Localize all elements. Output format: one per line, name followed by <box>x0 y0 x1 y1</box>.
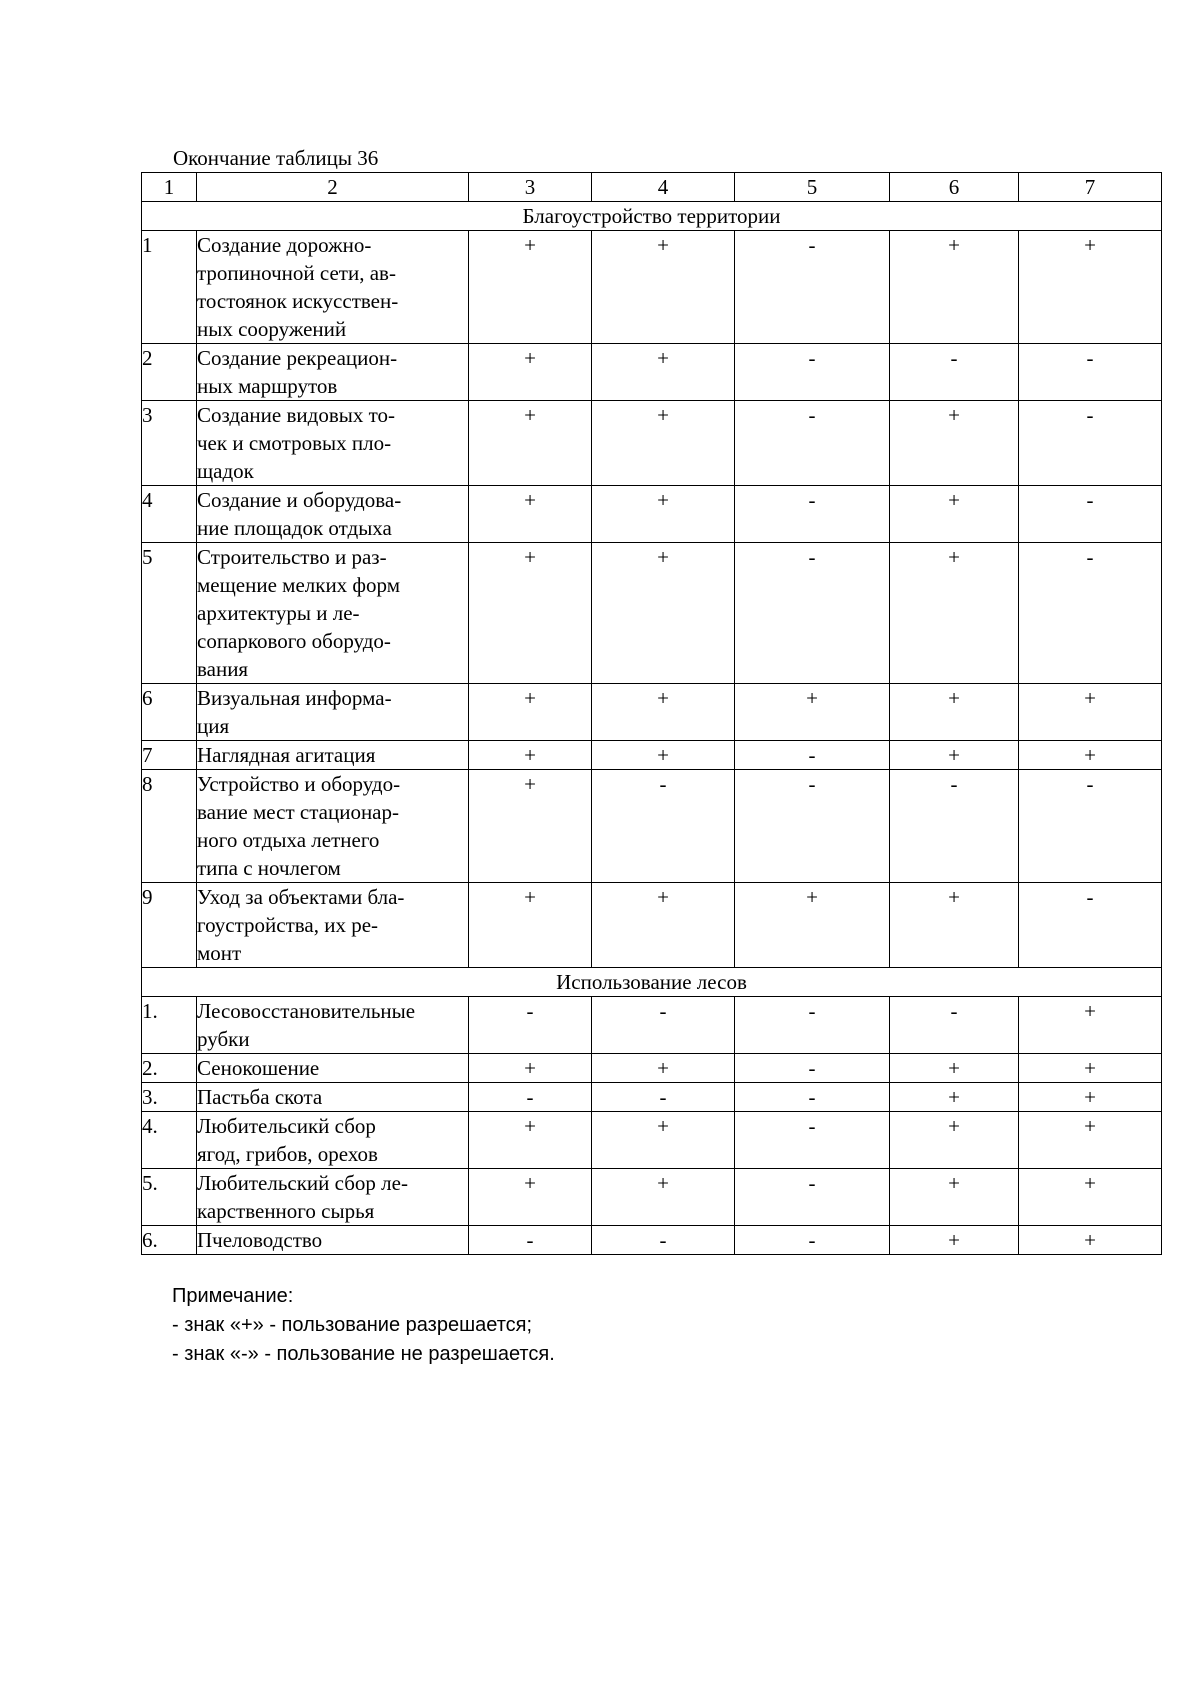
row-number: 7 <box>142 741 197 770</box>
permission-mark: + <box>469 1169 592 1226</box>
activity-name-line: рубки <box>197 1027 250 1051</box>
row-number: 3. <box>142 1083 197 1112</box>
permission-mark: - <box>469 997 592 1054</box>
activity-name-line: ного отдыха летнего <box>197 828 380 852</box>
activity-name <box>197 1112 469 1169</box>
permission-mark: - <box>890 344 1019 401</box>
permission-mark: + <box>890 1083 1019 1112</box>
activity-name-line: гоустройства, их ре- <box>197 913 379 937</box>
permission-mark: + <box>592 1169 735 1226</box>
activity-name <box>197 543 469 684</box>
permission-mark: + <box>592 231 735 344</box>
permission-mark: + <box>592 883 735 968</box>
permission-mark: + <box>890 401 1019 486</box>
permission-mark: + <box>890 1112 1019 1169</box>
activity-name <box>197 1054 469 1083</box>
column-header: 5 <box>735 173 890 202</box>
row-number: 2 <box>142 344 197 401</box>
column-header: 4 <box>592 173 735 202</box>
permission-mark: + <box>890 741 1019 770</box>
permission-mark: - <box>735 770 890 883</box>
activity-name-line: Любительский сбор ле- <box>197 1171 408 1195</box>
activity-name-line: ние площадок отдыха <box>197 516 392 540</box>
permission-mark: - <box>735 486 890 543</box>
row-number: 1. <box>142 997 197 1054</box>
row-number: 2. <box>142 1054 197 1083</box>
permission-mark: - <box>1019 543 1162 684</box>
permission-mark: - <box>469 1083 592 1112</box>
permission-mark: - <box>735 741 890 770</box>
activity-name-line: тостоянок искусствен- <box>197 289 399 313</box>
permission-mark: - <box>735 401 890 486</box>
permission-mark: + <box>469 1112 592 1169</box>
activity-name <box>197 231 469 344</box>
permission-mark: - <box>1019 770 1162 883</box>
section-row <box>142 202 1162 231</box>
activity-name-line: ных сооружений <box>197 317 347 341</box>
activity-name-line: Пастьба скота <box>197 1085 323 1109</box>
note-line-plus: - знак «+» - пользование разрешается; <box>172 1314 533 1336</box>
permission-mark: + <box>592 741 735 770</box>
permission-mark: - <box>1019 486 1162 543</box>
activity-name-line: ягод, грибов, орехов <box>197 1142 378 1166</box>
permission-mark: + <box>592 543 735 684</box>
row-number: 4. <box>142 1112 197 1169</box>
activity-name-line: Строительство и раз- <box>197 545 387 569</box>
activity-name-line: Пчеловодство <box>197 1228 323 1252</box>
permission-mark: + <box>469 486 592 543</box>
permission-mark: + <box>890 231 1019 344</box>
activity-name <box>197 1169 469 1226</box>
column-header: 7 <box>1019 173 1162 202</box>
permission-mark: + <box>592 1112 735 1169</box>
permission-mark: + <box>1019 1083 1162 1112</box>
activity-name <box>197 997 469 1054</box>
table-row <box>142 770 1162 883</box>
permission-mark: + <box>469 684 592 741</box>
permission-mark: + <box>469 883 592 968</box>
permission-mark: + <box>735 684 890 741</box>
permission-mark: - <box>735 344 890 401</box>
permission-mark: - <box>469 1226 592 1255</box>
activity-name-line: ция <box>197 714 230 738</box>
table-row <box>142 684 1162 741</box>
section-row <box>142 968 1162 997</box>
permission-mark: + <box>1019 684 1162 741</box>
table-caption: Окончание таблицы 36 <box>173 146 379 170</box>
activity-name-line: вание мест стационар- <box>197 800 399 824</box>
row-number: 9 <box>142 883 197 968</box>
permission-mark: - <box>735 1169 890 1226</box>
permission-mark: - <box>890 770 1019 883</box>
activity-name-line: Сенокошение <box>197 1056 320 1080</box>
permission-mark: - <box>1019 344 1162 401</box>
permission-mark: + <box>469 741 592 770</box>
section-title: Благоустройство территории <box>142 202 1162 231</box>
table-row <box>142 1226 1162 1255</box>
activity-name-line: карственного сырья <box>197 1199 375 1223</box>
activity-name-line: мещение мелких форм <box>197 573 401 597</box>
activity-name-line: Устройство и оборудо- <box>197 772 401 796</box>
activity-name-line: щадок <box>197 459 254 483</box>
permission-mark: + <box>469 770 592 883</box>
table-row <box>142 543 1162 684</box>
permission-mark: - <box>735 997 890 1054</box>
permission-mark: + <box>592 344 735 401</box>
permission-mark: + <box>1019 741 1162 770</box>
permission-mark: + <box>592 486 735 543</box>
activity-name <box>197 883 469 968</box>
table-row <box>142 486 1162 543</box>
permission-mark: - <box>1019 401 1162 486</box>
activity-name-line: тропиночной сети, ав- <box>197 261 396 285</box>
column-header: 1 <box>142 173 197 202</box>
permission-mark: + <box>1019 1054 1162 1083</box>
activity-name-line: сопаркового оборудо- <box>197 629 391 653</box>
permission-mark: + <box>890 1169 1019 1226</box>
note-block <box>172 1282 555 1369</box>
activity-name-line: Визуальная информа- <box>197 686 392 710</box>
permission-mark: + <box>469 344 592 401</box>
activity-name <box>197 486 469 543</box>
note-heading: Примечание: <box>172 1285 294 1307</box>
table-row <box>142 1054 1162 1083</box>
permission-mark: + <box>890 1054 1019 1083</box>
permission-mark: + <box>1019 1112 1162 1169</box>
table-row <box>142 741 1162 770</box>
permission-mark: - <box>735 231 890 344</box>
table-body <box>142 173 1162 1255</box>
permission-mark: - <box>592 997 735 1054</box>
activity-name-line: Наглядная агитация <box>197 743 376 767</box>
permission-mark: + <box>592 401 735 486</box>
row-number: 4 <box>142 486 197 543</box>
permission-mark: - <box>592 1083 735 1112</box>
permission-mark: - <box>1019 883 1162 968</box>
activity-name-line: Создание рекреацион- <box>197 346 398 370</box>
permission-mark: + <box>469 1054 592 1083</box>
activity-name-line: чек и смотровых пло- <box>197 431 392 455</box>
activity-name <box>197 684 469 741</box>
permission-mark: - <box>735 1054 890 1083</box>
activity-name-line: архитектуры и ле- <box>197 601 360 625</box>
activity-name-line: Создание дорожно- <box>197 233 372 257</box>
activity-name-line: ных маршрутов <box>197 374 338 398</box>
activity-name <box>197 1083 469 1112</box>
header-row <box>142 173 1162 202</box>
table-row <box>142 344 1162 401</box>
permission-mark: - <box>735 1083 890 1112</box>
permission-mark: + <box>1019 231 1162 344</box>
section-title: Использование лесов <box>142 968 1162 997</box>
activity-name <box>197 401 469 486</box>
table-row <box>142 997 1162 1054</box>
permission-mark: - <box>735 1226 890 1255</box>
table-row <box>142 231 1162 344</box>
table-row <box>142 401 1162 486</box>
activity-name <box>197 1226 469 1255</box>
row-number: 6 <box>142 684 197 741</box>
row-number: 5 <box>142 543 197 684</box>
permission-mark: + <box>1019 1226 1162 1255</box>
table-row <box>142 1169 1162 1226</box>
row-number: 6. <box>142 1226 197 1255</box>
column-header: 2 <box>197 173 469 202</box>
activity-name-line: Лесовосстановительные <box>197 999 416 1023</box>
permission-mark: + <box>1019 997 1162 1054</box>
activity-name-line: типа с ночлегом <box>197 856 341 880</box>
permission-mark: + <box>890 684 1019 741</box>
activity-name-line: вания <box>197 657 249 681</box>
activity-name-line: Любительсикй сбор <box>197 1114 376 1138</box>
permission-mark: + <box>735 883 890 968</box>
permission-mark: + <box>1019 1169 1162 1226</box>
activity-name <box>197 741 469 770</box>
activity-name <box>197 770 469 883</box>
row-number: 3 <box>142 401 197 486</box>
activity-name-line: монт <box>197 941 242 965</box>
permission-mark: + <box>469 231 592 344</box>
permission-mark: - <box>735 1112 890 1169</box>
activity-name-line: Создание и оборудова- <box>197 488 402 512</box>
table-row <box>142 1112 1162 1169</box>
table-row <box>142 1083 1162 1112</box>
activity-name-line: Создание видовых то- <box>197 403 395 427</box>
permission-mark: + <box>890 543 1019 684</box>
column-header: 3 <box>469 173 592 202</box>
permission-mark: - <box>735 543 890 684</box>
note-line-minus: - знак «-» - пользование не разрешается. <box>172 1343 555 1365</box>
permission-mark: + <box>890 883 1019 968</box>
permission-mark: - <box>592 770 735 883</box>
permissions-table <box>141 172 1162 1255</box>
permission-mark: + <box>890 486 1019 543</box>
column-header: 6 <box>890 173 1019 202</box>
permission-mark: + <box>469 401 592 486</box>
permission-mark: + <box>592 1054 735 1083</box>
row-number: 8 <box>142 770 197 883</box>
activity-name <box>197 344 469 401</box>
activity-name-line: Уход за объектами бла- <box>197 885 405 909</box>
row-number: 5. <box>142 1169 197 1226</box>
permission-mark: - <box>890 997 1019 1054</box>
row-number: 1 <box>142 231 197 344</box>
permission-mark: + <box>469 543 592 684</box>
permission-mark: - <box>592 1226 735 1255</box>
permission-mark: + <box>890 1226 1019 1255</box>
permission-mark: + <box>592 684 735 741</box>
table-row <box>142 883 1162 968</box>
